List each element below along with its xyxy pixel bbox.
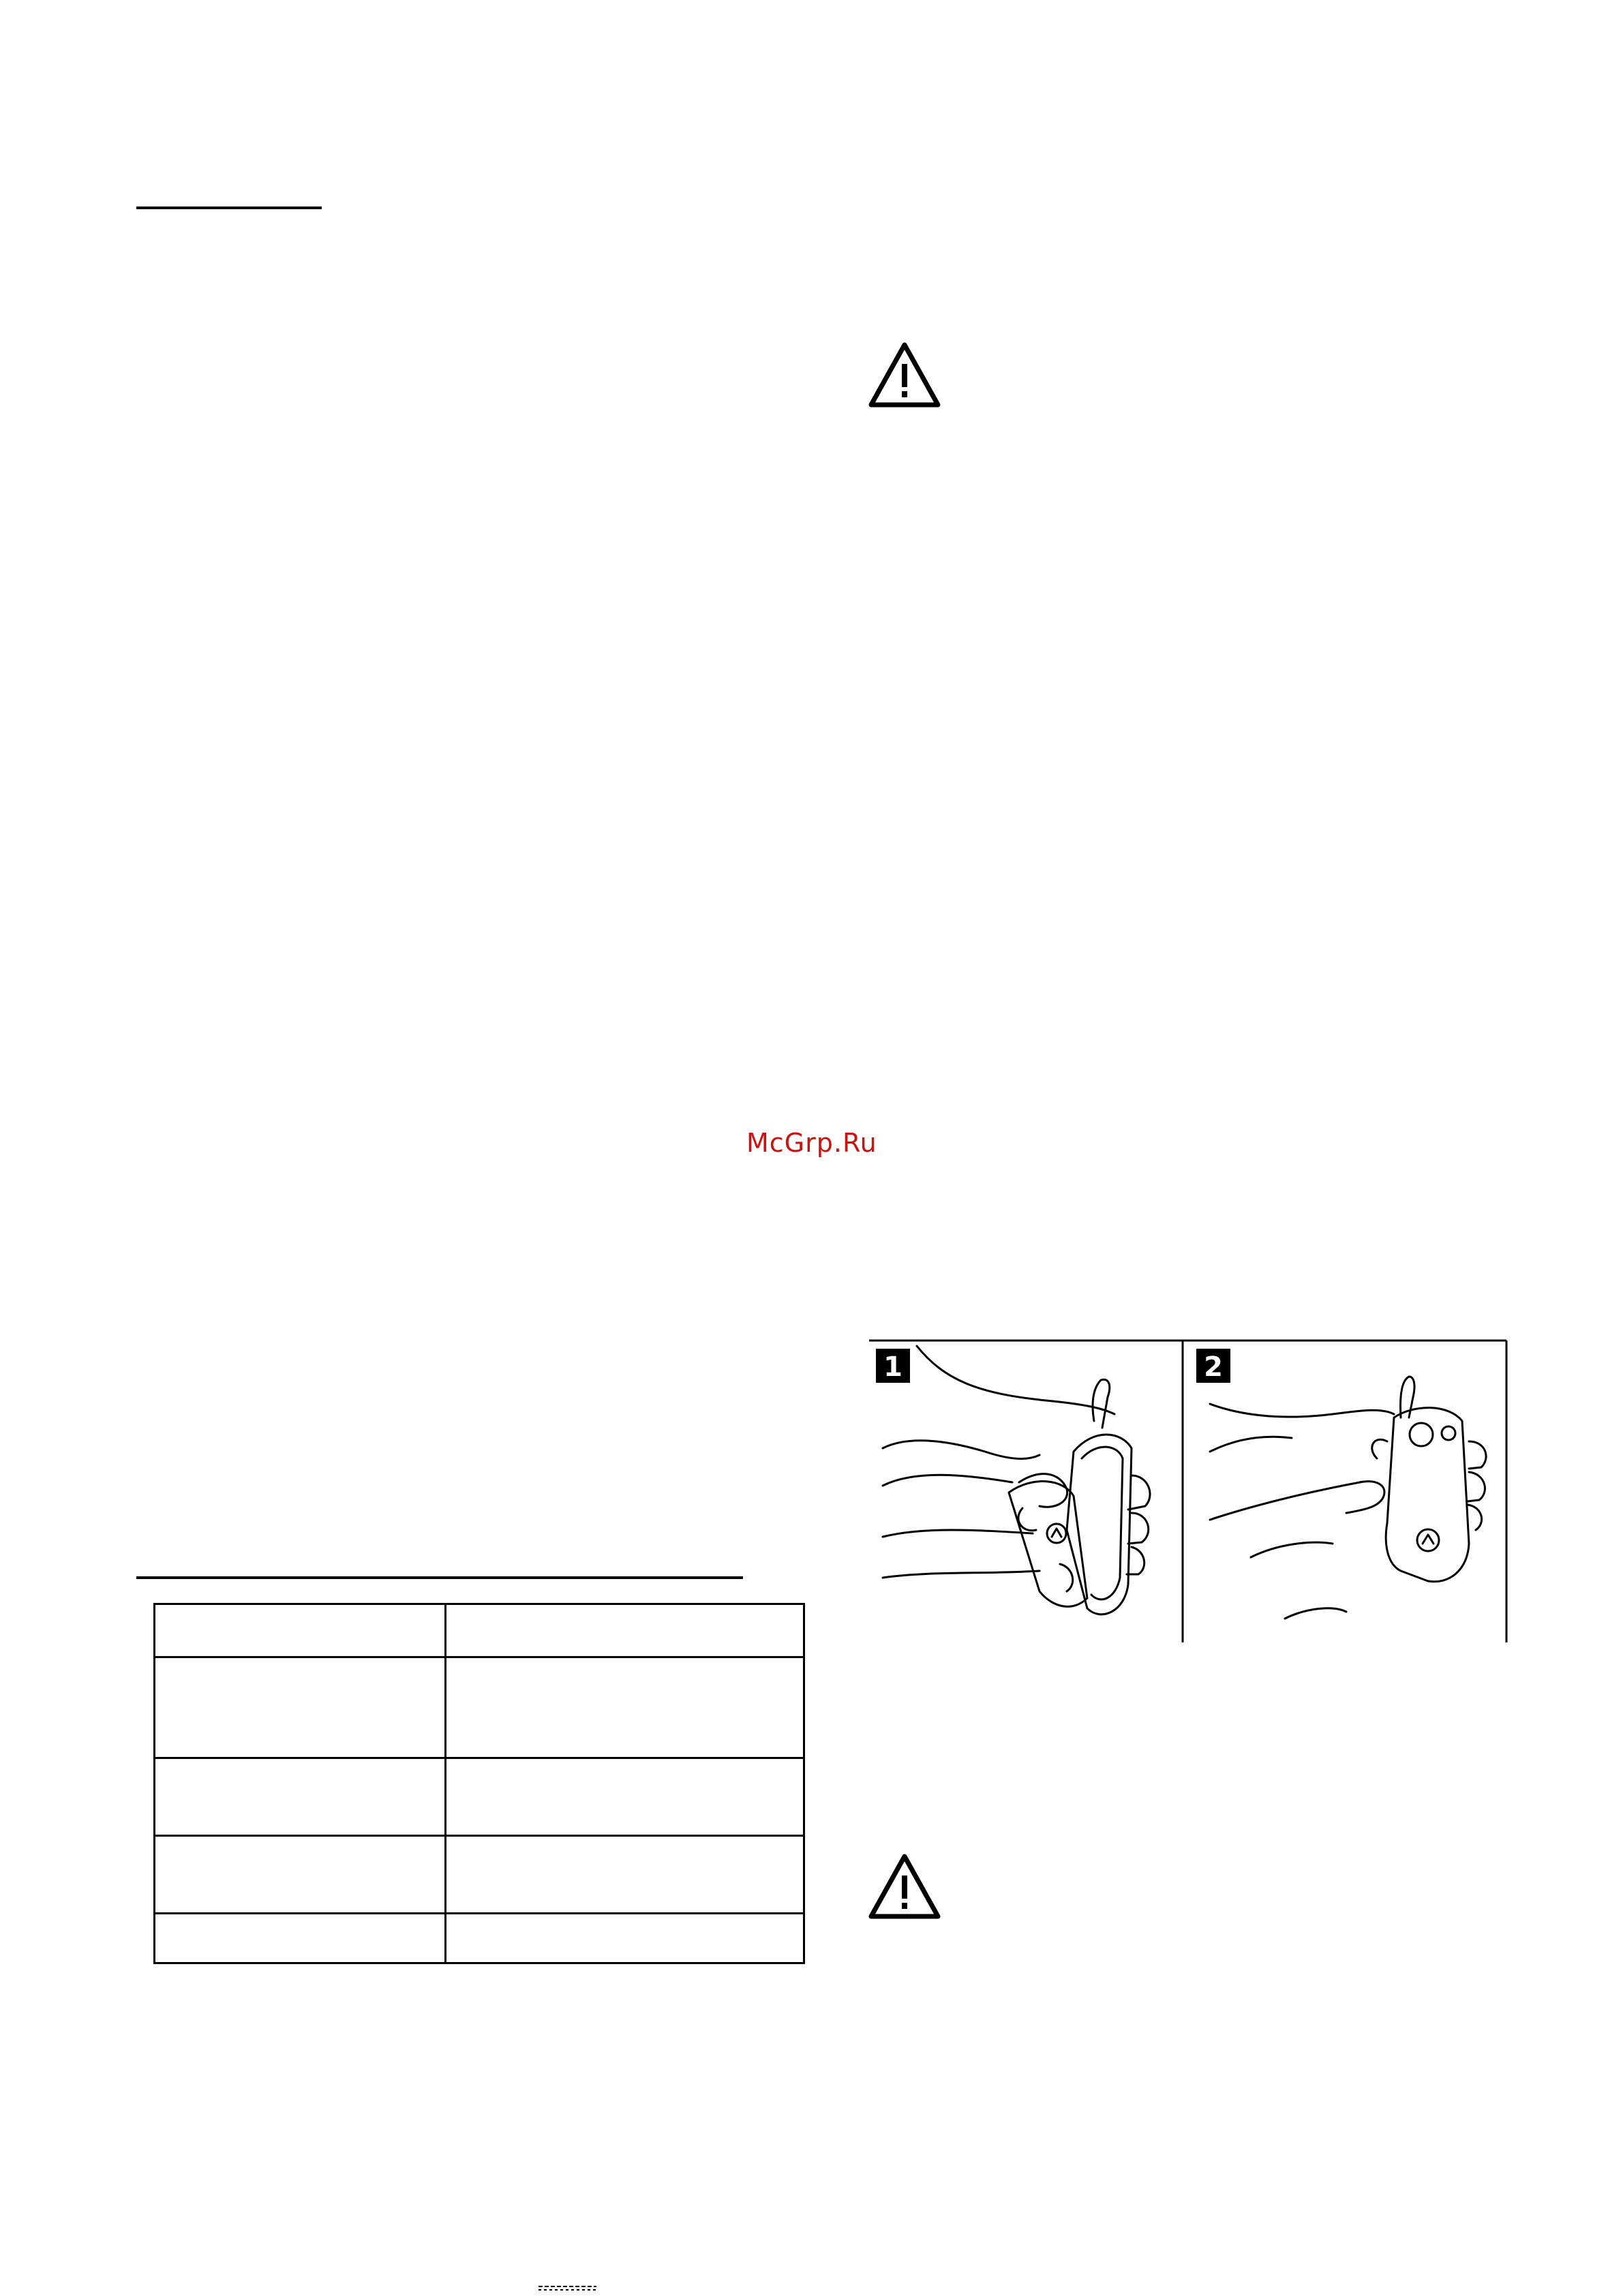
warning-triangle-icon [867, 341, 942, 409]
table-cell [446, 1758, 804, 1836]
spec-table [153, 1603, 805, 1964]
table-row [155, 1914, 804, 1963]
table-cell [446, 1836, 804, 1914]
table-heading-underline [136, 1576, 743, 1579]
table-cell [155, 1914, 446, 1963]
phone-cover-figure [869, 1339, 1510, 1642]
figure-illustration [869, 1339, 1510, 1642]
table-cell [446, 1604, 804, 1657]
warning-icon-bottom [867, 1852, 942, 1920]
panel-1-label-box [876, 1349, 910, 1383]
warning-icon-top [867, 341, 942, 409]
table-row [155, 1604, 804, 1657]
table-row [155, 1836, 804, 1914]
panel-1-label: 1 [883, 1351, 902, 1383]
panel-2-label-box [1196, 1349, 1230, 1383]
table-cell [446, 1914, 804, 1963]
table-cell [155, 1758, 446, 1836]
hand-pressing-phone-button-icon [1210, 1377, 1486, 1619]
table-cell [155, 1836, 446, 1914]
heading-underline [136, 206, 322, 209]
table-row [155, 1657, 804, 1758]
hand-opening-phone-cover-icon [883, 1346, 1150, 1614]
watermark[interactable]: McGrp.Ru [746, 1128, 877, 1158]
scan-artifact [539, 2284, 596, 2291]
panel-2-label: 2 [1204, 1351, 1223, 1383]
table-cell [155, 1657, 446, 1758]
table-cell [155, 1604, 446, 1657]
table-row [155, 1758, 804, 1836]
table-cell [446, 1657, 804, 1758]
warning-triangle-icon [867, 1852, 942, 1920]
